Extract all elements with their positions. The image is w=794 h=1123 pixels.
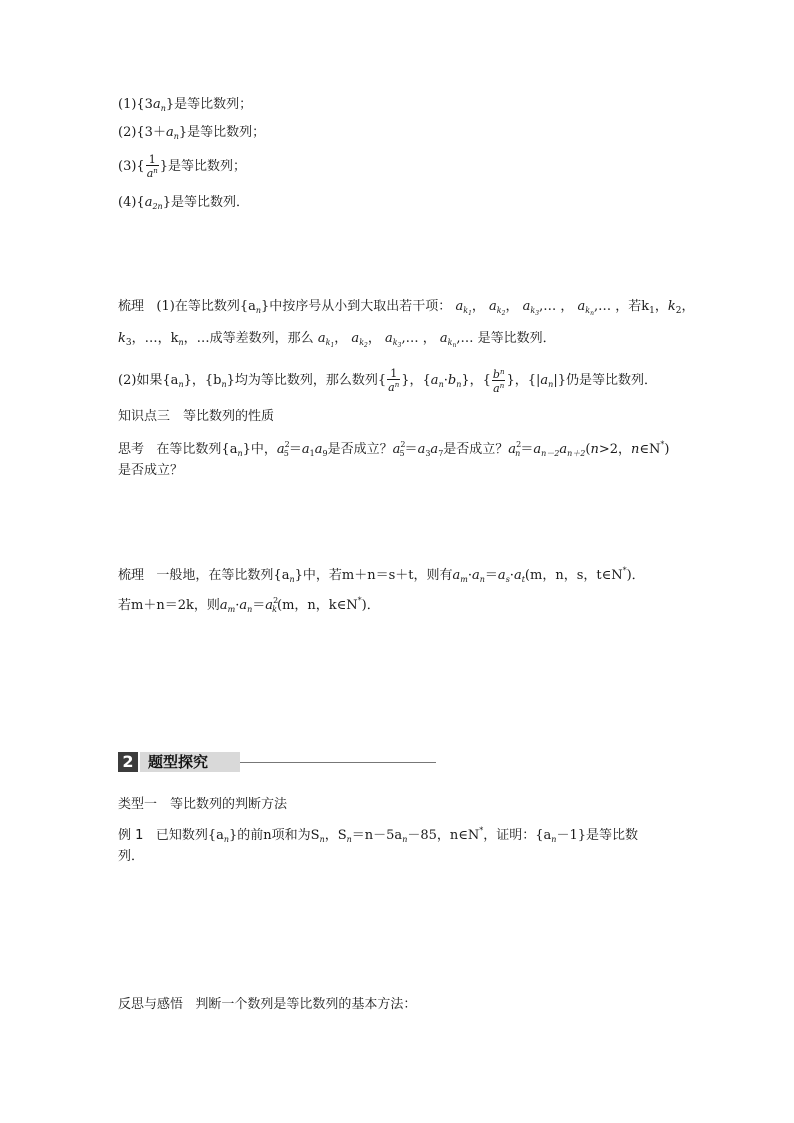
think-line-1: 思考 在等比数列$\{a_n\}$中，$a^2_5=a_1a_9$是否成立？$a^2_5=a_3a_7$是否成立？$a^2_n=a_{n-2}a_{n+2}(n>2$，n∈N*) <box>118 440 670 458</box>
example-1-line-2: 列． <box>118 849 145 864</box>
shuli-1-line-1: 梳理 (1)在等比数列$\{a_n\}$中按序号从小到大取出若干项： $a_{k_1}$， $a_{k_2}$， $a_{k_3},\dots$ ， $a_{k_n},\dots$ ，若$k_1$，$k_2$， <box>118 299 695 317</box>
item-3: (3){ $\frac{1}{a^n}$ }是等比数列； <box>118 153 247 180</box>
section-3-title: 知识点三 等比数列的性质 <box>118 409 275 424</box>
section-heading-title: 题型探究 <box>140 752 240 772</box>
shuli-1-line-2: $k_3$，…，$k_n$，…成等差数列，那么 $a_{k_1}$， $a_{k_2}$， $a_{k_3},\dots$ ， $a_{k_n},\dots$ 是等比数列． <box>118 331 556 349</box>
shuli-1-line-3: (2)如果$\{a_n\}$，$\{b_n\}$均为等比数列，那么数列{ $\frac{1}{a^n}$ }，$\{a_n\cdot b_n\}$，{ $\frac{b^n}{a^n}$ }，$\{|a_n|\}$仍是等比数列． <box>118 367 657 395</box>
section-number-badge: 2 <box>118 752 138 772</box>
fraction-1-over-an: $\frac{1}{a^n}$ <box>146 153 158 180</box>
example-1-line-1: 例 1 已知数列$\{a_n\}$的前n项和为$S_n$，$S_n=n-5a_n-85$，n∈N*，证明：$\{a_n-1\}$是等比数 <box>118 826 638 844</box>
section-heading <box>118 752 436 772</box>
shuli-2-line-1: 梳理 一般地，在等比数列$\{a_n\}$中，若m＋n＝s＋t，则有$a_m\cdot a_n=a_s\cdot a_t(m$，n，s，t∈N*)． <box>118 566 645 584</box>
think-line-2: 是否成立？ <box>118 463 184 478</box>
type-1-title: 类型一 等比数列的判断方法 <box>118 797 288 812</box>
item-2: $(2)\{3+a_n\}$是等比数列； <box>118 125 266 141</box>
fraction-bn-over-an: $\frac{b^n}{a^n}$ <box>492 368 505 395</box>
reflection-line: 反思与感悟 判断一个数列是等比数列的基本方法： <box>118 997 417 1012</box>
shuli-2-line-2: 若m＋n＝2k，则$a_m\cdot a_n=a^2_k(m$，n，k∈N*)． <box>118 596 380 614</box>
fraction-1-over-an-2: $\frac{1}{a^n}$ <box>388 367 400 394</box>
item-1: $(1)\{3a_n\}$是等比数列； <box>118 97 253 113</box>
heading-rule <box>240 762 436 763</box>
item-4: $(4)\{a_{2n}\}$是等比数列． <box>118 195 249 211</box>
